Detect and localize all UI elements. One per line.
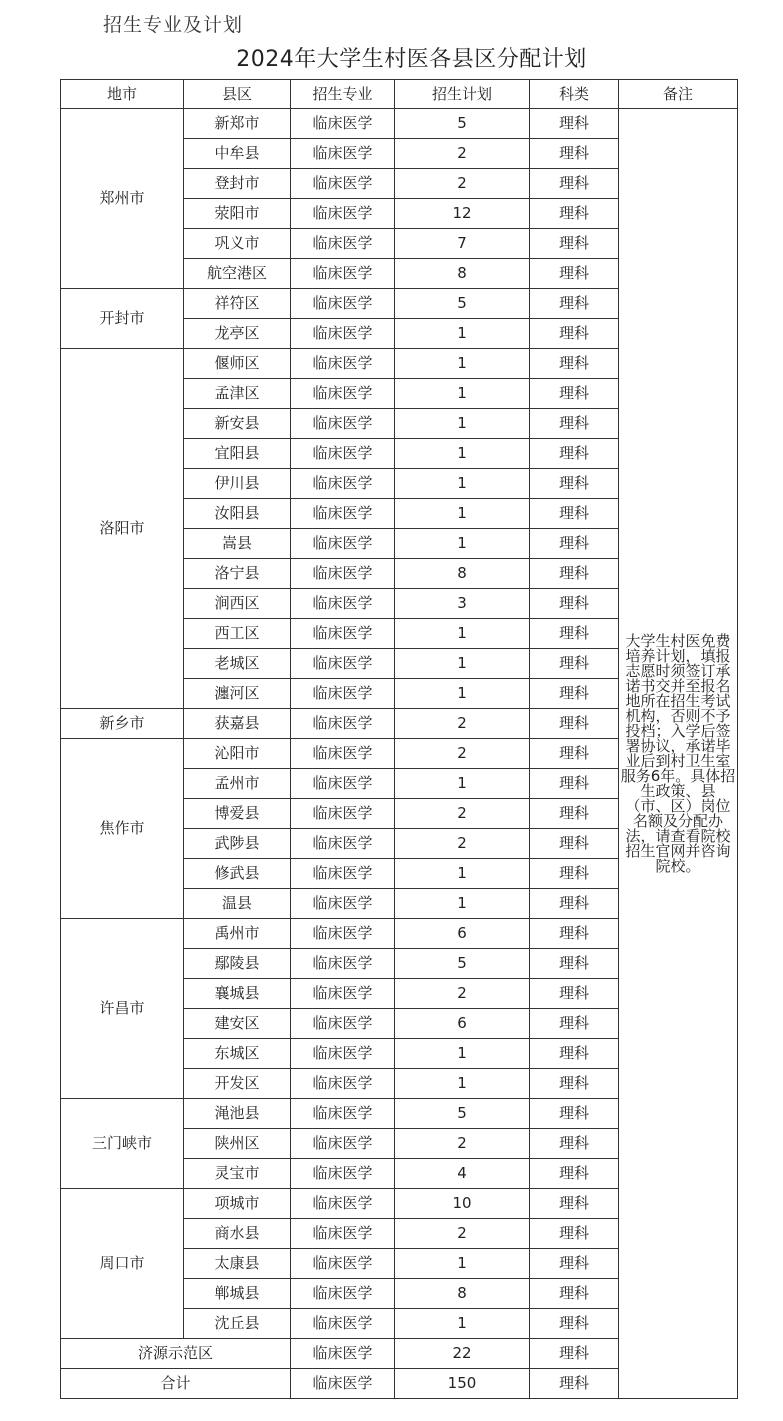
plan-cell: 150 <box>395 1369 530 1399</box>
subject-cell: 理科 <box>530 769 619 799</box>
major-cell: 临床医学 <box>291 1009 395 1039</box>
subject-cell: 理科 <box>530 1039 619 1069</box>
plan-cell: 6 <box>395 919 530 949</box>
table-row <box>61 109 738 139</box>
plan-cell: 5 <box>395 109 530 139</box>
section-title: 招生专业及计划 <box>103 14 244 36</box>
plan-cell: 1 <box>395 439 530 469</box>
county-cell: 祥符区 <box>184 289 291 319</box>
subject-cell: 理科 <box>530 319 619 349</box>
subject-cell: 理科 <box>530 259 619 289</box>
subject-cell: 理科 <box>530 559 619 589</box>
major-cell: 临床医学 <box>291 949 395 979</box>
county-cell: 西工区 <box>184 619 291 649</box>
plan-cell: 1 <box>395 859 530 889</box>
county-cell: 孟津区 <box>184 379 291 409</box>
subject-cell: 理科 <box>530 1069 619 1099</box>
county-cell: 获嘉县 <box>184 709 291 739</box>
county-cell: 沁阳市 <box>184 739 291 769</box>
county-cell: 巩义市 <box>184 229 291 259</box>
plan-cell: 1 <box>395 319 530 349</box>
allocation-table <box>60 79 738 1399</box>
plan-cell: 2 <box>395 799 530 829</box>
major-cell: 临床医学 <box>291 649 395 679</box>
plan-cell: 6 <box>395 1009 530 1039</box>
subject-cell: 理科 <box>530 439 619 469</box>
major-cell: 临床医学 <box>291 739 395 769</box>
plan-cell: 1 <box>395 649 530 679</box>
summary-label-cell: 合计 <box>61 1369 291 1399</box>
plan-cell: 7 <box>395 229 530 259</box>
subject-cell: 理科 <box>530 409 619 439</box>
subject-cell: 理科 <box>530 649 619 679</box>
major-cell: 临床医学 <box>291 169 395 199</box>
plan-cell: 1 <box>395 379 530 409</box>
major-cell: 临床医学 <box>291 589 395 619</box>
plan-cell: 4 <box>395 1159 530 1189</box>
major-cell: 临床医学 <box>291 1039 395 1069</box>
plan-cell: 5 <box>395 949 530 979</box>
major-cell: 临床医学 <box>291 349 395 379</box>
plan-cell: 2 <box>395 1129 530 1159</box>
subject-cell: 理科 <box>530 859 619 889</box>
header-plan: 招生计划 <box>395 80 530 109</box>
county-cell: 洛宁县 <box>184 559 291 589</box>
major-cell: 临床医学 <box>291 709 395 739</box>
city-cell: 郑州市 <box>61 109 184 289</box>
subject-cell: 理科 <box>530 709 619 739</box>
plan-cell: 2 <box>395 979 530 1009</box>
major-cell: 临床医学 <box>291 259 395 289</box>
major-cell: 临床医学 <box>291 619 395 649</box>
county-cell: 开发区 <box>184 1069 291 1099</box>
major-cell: 临床医学 <box>291 1189 395 1219</box>
county-cell: 嵩县 <box>184 529 291 559</box>
city-cell: 三门峡市 <box>61 1099 184 1189</box>
plan-cell: 1 <box>395 409 530 439</box>
major-cell: 临床医学 <box>291 1069 395 1099</box>
plan-cell: 2 <box>395 829 530 859</box>
county-cell: 涧西区 <box>184 589 291 619</box>
plan-cell: 1 <box>395 679 530 709</box>
county-cell: 荥阳市 <box>184 199 291 229</box>
major-cell: 临床医学 <box>291 1129 395 1159</box>
county-cell: 修武县 <box>184 859 291 889</box>
county-cell: 郸城县 <box>184 1279 291 1309</box>
subject-cell: 理科 <box>530 1099 619 1129</box>
subject-cell: 理科 <box>530 1339 619 1369</box>
subject-cell: 理科 <box>530 619 619 649</box>
county-cell: 禹州市 <box>184 919 291 949</box>
subject-cell: 理科 <box>530 109 619 139</box>
subject-cell: 理科 <box>530 799 619 829</box>
county-cell: 新安县 <box>184 409 291 439</box>
plan-cell: 1 <box>395 1309 530 1339</box>
major-cell: 临床医学 <box>291 1279 395 1309</box>
plan-cell: 8 <box>395 559 530 589</box>
county-cell: 偃师区 <box>184 349 291 379</box>
plan-cell: 1 <box>395 499 530 529</box>
major-cell: 临床医学 <box>291 529 395 559</box>
header-note: 备注 <box>619 80 738 109</box>
plan-cell: 1 <box>395 1069 530 1099</box>
subject-cell: 理科 <box>530 919 619 949</box>
plan-cell: 1 <box>395 529 530 559</box>
city-cell: 焦作市 <box>61 739 184 919</box>
note-cell: 大学生村医免费培养计划，填报志愿时须签订承诺书交并至报名地所在招生考试机构，否则不予投档；入学后签署协议，承诺毕业后到村卫生室服务6年。具体招生政策、县（市、区）岗位名额及分配办法，请查看院校招生官网并咨询院校。 <box>619 109 738 1399</box>
table-header-row <box>61 80 738 109</box>
major-cell: 临床医学 <box>291 439 395 469</box>
county-cell: 项城市 <box>184 1189 291 1219</box>
subject-cell: 理科 <box>530 1249 619 1279</box>
major-cell: 临床医学 <box>291 1099 395 1129</box>
city-cell: 开封市 <box>61 289 184 349</box>
plan-cell: 8 <box>395 1279 530 1309</box>
major-cell: 临床医学 <box>291 559 395 589</box>
major-cell: 临床医学 <box>291 679 395 709</box>
plan-cell: 2 <box>395 1219 530 1249</box>
county-cell: 伊川县 <box>184 469 291 499</box>
major-cell: 临床医学 <box>291 1219 395 1249</box>
subject-cell: 理科 <box>530 1009 619 1039</box>
major-cell: 临床医学 <box>291 769 395 799</box>
plan-cell: 1 <box>395 1039 530 1069</box>
plan-cell: 1 <box>395 349 530 379</box>
subject-cell: 理科 <box>530 829 619 859</box>
plan-cell: 5 <box>395 289 530 319</box>
major-cell: 临床医学 <box>291 829 395 859</box>
county-cell: 中牟县 <box>184 139 291 169</box>
subject-cell: 理科 <box>530 139 619 169</box>
subject-cell: 理科 <box>530 529 619 559</box>
plan-cell: 1 <box>395 619 530 649</box>
subject-cell: 理科 <box>530 199 619 229</box>
major-cell: 临床医学 <box>291 1249 395 1279</box>
subject-cell: 理科 <box>530 229 619 259</box>
subject-cell: 理科 <box>530 1279 619 1309</box>
county-cell: 鄢陵县 <box>184 949 291 979</box>
city-cell: 新乡市 <box>61 709 184 739</box>
subject-cell: 理科 <box>530 679 619 709</box>
county-cell: 渑池县 <box>184 1099 291 1129</box>
major-cell: 临床医学 <box>291 859 395 889</box>
subject-cell: 理科 <box>530 469 619 499</box>
city-cell: 洛阳市 <box>61 349 184 709</box>
county-cell: 武陟县 <box>184 829 291 859</box>
county-cell: 航空港区 <box>184 259 291 289</box>
plan-cell: 8 <box>395 259 530 289</box>
county-cell: 陕州区 <box>184 1129 291 1159</box>
subject-cell: 理科 <box>530 1189 619 1219</box>
county-cell: 商水县 <box>184 1219 291 1249</box>
plan-cell: 1 <box>395 889 530 919</box>
header-county: 县区 <box>184 80 291 109</box>
plan-cell: 1 <box>395 469 530 499</box>
county-cell: 汝阳县 <box>184 499 291 529</box>
county-cell: 老城区 <box>184 649 291 679</box>
subject-cell: 理科 <box>530 739 619 769</box>
plan-cell: 5 <box>395 1099 530 1129</box>
subject-cell: 理科 <box>530 949 619 979</box>
subject-cell: 理科 <box>530 979 619 1009</box>
subject-cell: 理科 <box>530 889 619 919</box>
county-cell: 新郑市 <box>184 109 291 139</box>
major-cell: 临床医学 <box>291 409 395 439</box>
major-cell: 临床医学 <box>291 1339 395 1369</box>
header-city: 地市 <box>61 80 184 109</box>
subject-cell: 理科 <box>530 289 619 319</box>
city-cell: 周口市 <box>61 1189 184 1339</box>
major-cell: 临床医学 <box>291 499 395 529</box>
plan-cell: 2 <box>395 139 530 169</box>
plan-cell: 3 <box>395 589 530 619</box>
plan-cell: 10 <box>395 1189 530 1219</box>
subject-cell: 理科 <box>530 1129 619 1159</box>
county-cell: 温县 <box>184 889 291 919</box>
major-cell: 临床医学 <box>291 919 395 949</box>
major-cell: 临床医学 <box>291 889 395 919</box>
header-major: 招生专业 <box>291 80 395 109</box>
major-cell: 临床医学 <box>291 1159 395 1189</box>
county-cell: 东城区 <box>184 1039 291 1069</box>
major-cell: 临床医学 <box>291 469 395 499</box>
city-cell: 许昌市 <box>61 919 184 1099</box>
major-cell: 临床医学 <box>291 979 395 1009</box>
plan-cell: 2 <box>395 709 530 739</box>
table-body <box>61 109 738 1399</box>
county-cell: 博爱县 <box>184 799 291 829</box>
subject-cell: 理科 <box>530 1159 619 1189</box>
subject-cell: 理科 <box>530 1369 619 1399</box>
plan-cell: 12 <box>395 199 530 229</box>
major-cell: 临床医学 <box>291 199 395 229</box>
county-cell: 建安区 <box>184 1009 291 1039</box>
summary-label-cell: 济源示范区 <box>61 1339 291 1369</box>
major-cell: 临床医学 <box>291 319 395 349</box>
major-cell: 临床医学 <box>291 289 395 319</box>
county-cell: 襄城县 <box>184 979 291 1009</box>
county-cell: 太康县 <box>184 1249 291 1279</box>
county-cell: 灵宝市 <box>184 1159 291 1189</box>
major-cell: 临床医学 <box>291 1369 395 1399</box>
subject-cell: 理科 <box>530 589 619 619</box>
plan-cell: 22 <box>395 1339 530 1369</box>
major-cell: 临床医学 <box>291 139 395 169</box>
plan-cell: 2 <box>395 739 530 769</box>
subject-cell: 理科 <box>530 1219 619 1249</box>
plan-cell: 1 <box>395 1249 530 1279</box>
major-cell: 临床医学 <box>291 229 395 259</box>
county-cell: 沈丘县 <box>184 1309 291 1339</box>
county-cell: 孟州市 <box>184 769 291 799</box>
subject-cell: 理科 <box>530 349 619 379</box>
page-title: 2024年大学生村医各县区分配计划 <box>236 47 587 72</box>
county-cell: 龙亭区 <box>184 319 291 349</box>
subject-cell: 理科 <box>530 1309 619 1339</box>
subject-cell: 理科 <box>530 379 619 409</box>
header-subject: 科类 <box>530 80 619 109</box>
plan-cell: 1 <box>395 769 530 799</box>
major-cell: 临床医学 <box>291 109 395 139</box>
plan-cell: 2 <box>395 169 530 199</box>
subject-cell: 理科 <box>530 169 619 199</box>
county-cell: 瀍河区 <box>184 679 291 709</box>
subject-cell: 理科 <box>530 499 619 529</box>
major-cell: 临床医学 <box>291 1309 395 1339</box>
major-cell: 临床医学 <box>291 379 395 409</box>
major-cell: 临床医学 <box>291 799 395 829</box>
county-cell: 宜阳县 <box>184 439 291 469</box>
county-cell: 登封市 <box>184 169 291 199</box>
